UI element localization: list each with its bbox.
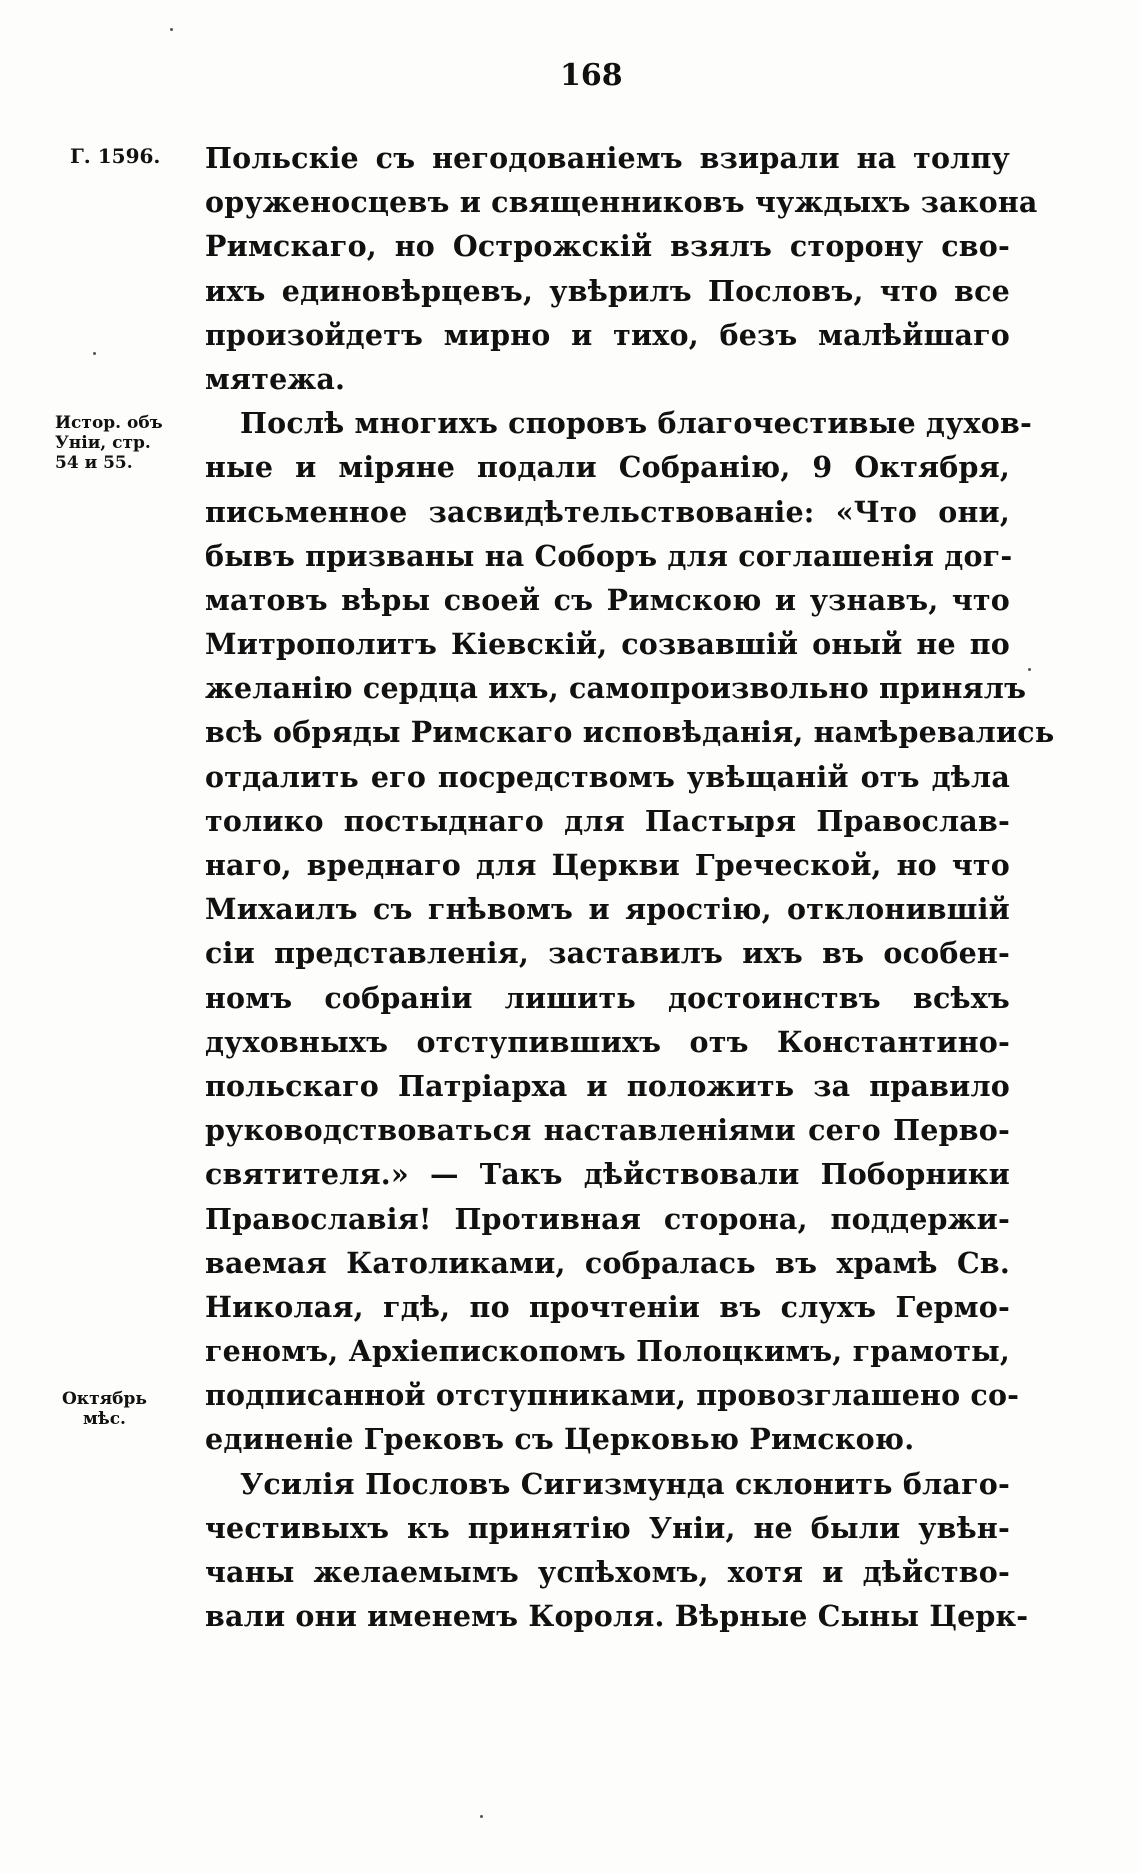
print-speck <box>1028 668 1031 671</box>
body-text <box>205 136 1055 1638</box>
text-line: руководствоваться наставленіями сего Перво- <box>205 1113 1010 1148</box>
text-line: толико постыднаго для Пастыря Православ- <box>205 803 1010 838</box>
text-line: произойдетъ мирно и тихо, безъ малѣйшаго <box>205 317 1010 352</box>
text-line: духовныхъ отступившихъ отъ Константино- <box>205 1024 1010 1059</box>
text-line: Послѣ многихъ споровъ благочестивые духов- <box>240 406 1032 441</box>
text-line: вали они именемъ Короля. Вѣрные Сыны Церк- <box>205 1599 1029 1634</box>
text-line: геномъ, Архіепископомъ Полоцкимъ, грамоты, <box>205 1334 1010 1369</box>
margin-note-month-line: мѣс. <box>82 1409 126 1429</box>
text-line: письменное засвидѣтельствованіе: «Что они, <box>205 494 1010 529</box>
text-line: Православія! Противная сторона, поддержи- <box>205 1201 1010 1236</box>
margin-note-month-line: Октябрь <box>62 1389 147 1409</box>
text-line: святителя.» — Такъ дѣйствовали Поборники <box>205 1157 1010 1192</box>
margin-note-month <box>62 1389 147 1429</box>
text-line: подписанной отступниками, провозглашено со- <box>205 1378 1020 1413</box>
text-line: ваемая Католиками, собралась въ храмѣ Св. <box>205 1245 1010 1280</box>
text-line: наго, вреднаго для Церкви Греческой, но что <box>205 848 1010 882</box>
text-line: Усилія Пословъ Сигизмунда склонить благо- <box>240 1466 1010 1501</box>
text-line: честивыхъ къ принятію Уніи, не были увѣн- <box>205 1510 1010 1545</box>
text-line: сіи представленія, заставилъ ихъ въ особен- <box>205 936 1010 971</box>
print-speck <box>480 1815 483 1818</box>
text-line: чаны желаемымъ успѣхомъ, хотя и дѣйство- <box>205 1555 1010 1589</box>
text-line: отдалить его посредствомъ увѣщаній отъ дѣла <box>205 759 1010 794</box>
text-line: Митрополитъ Кіевскій, созвавшій оный не по <box>205 627 1010 662</box>
text-line: Михаилъ съ гнѣвомъ и яростію, отклонившій <box>205 892 1010 927</box>
margin-note-source-line: Уніи, стр. <box>55 433 151 453</box>
text-line: бывъ призваны на Соборъ для соглашенія дог- <box>205 538 1013 573</box>
page-number: 168 <box>560 58 623 93</box>
text-line: польскаго Патріарха и положить за правило <box>205 1068 1010 1103</box>
text-line: мятежа. <box>205 361 346 396</box>
text-line: желанію сердца ихъ, самопроизвольно принялъ <box>205 671 1027 706</box>
print-speck <box>93 352 96 355</box>
text-line: единеніе Грековъ съ Церковью Римскою. <box>205 1422 915 1457</box>
text-line: Николая, гдѣ, по прочтеніи въ слухъ Гермо- <box>205 1289 1010 1324</box>
text-line: номъ собраніи лишить достоинствъ всѣхъ <box>205 980 1010 1015</box>
margin-note-source-line: 54 и 55. <box>55 453 133 473</box>
margin-note-source-line: Истор. объ <box>55 413 163 433</box>
text-line: матовъ вѣры своей съ Римскою и узнавъ, что <box>205 582 1010 617</box>
margin-note-source <box>55 413 163 473</box>
text-line: Польскіе съ негодованіемъ взирали на толпу <box>205 141 1010 175</box>
text-line: ные и міряне подали Собранію, 9 Октября, <box>205 450 1010 485</box>
text-line: ихъ единовѣрцевъ, увѣрилъ Пословъ, что все <box>205 273 1010 308</box>
print-speck <box>170 28 173 31</box>
text-line: Римскаго, но Острожскій взялъ сторону сво- <box>205 229 1010 264</box>
margin-note-year: Г. 1596. <box>70 144 161 168</box>
text-line: оруженосцевъ и священниковъ чуждыхъ закона <box>205 185 1038 220</box>
text-line: всѣ обряды Римскаго исповѣданія, намѣревались <box>205 715 1055 750</box>
